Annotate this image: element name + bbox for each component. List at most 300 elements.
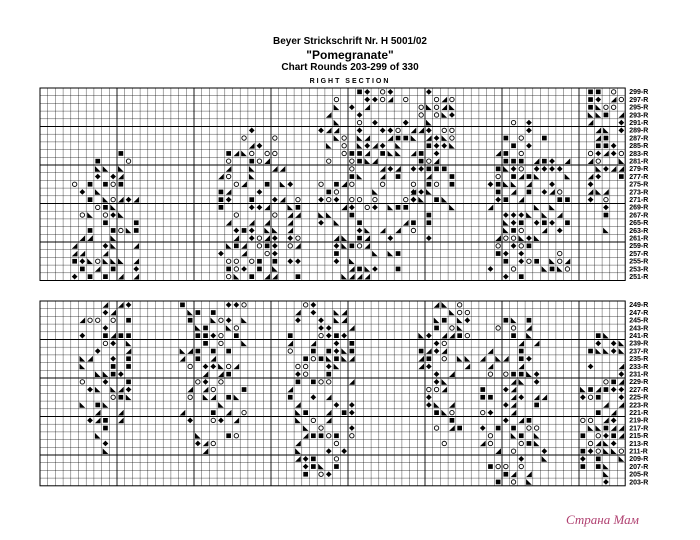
stitch-symbol [326, 394, 332, 400]
stitch-symbol [118, 410, 124, 416]
stitch-symbol [603, 471, 609, 477]
lower-row-label: 245-R [629, 317, 649, 325]
stitch-symbol [603, 418, 609, 424]
stitch-symbol [226, 267, 231, 272]
stitch-symbol [87, 356, 93, 362]
stitch-symbol [249, 143, 255, 149]
stitch-symbol [118, 302, 124, 308]
stitch-symbol [72, 182, 76, 186]
stitch-symbol [596, 90, 601, 95]
stitch-symbol [411, 135, 417, 141]
stitch-symbol [180, 348, 186, 354]
stitch-symbol [226, 220, 232, 226]
stitch-symbol [219, 318, 223, 322]
stitch-symbol [342, 136, 346, 140]
stitch-symbol [426, 174, 432, 180]
stitch-symbol [595, 174, 601, 180]
stitch-symbol [611, 448, 617, 454]
stitch-symbol [319, 182, 323, 186]
stitch-symbol [219, 380, 223, 384]
stitch-symbol [511, 449, 515, 453]
stitch-symbol [388, 166, 394, 172]
stitch-symbol [242, 387, 247, 392]
stitch-symbol [434, 135, 440, 141]
stitch-symbol [226, 410, 232, 416]
stitch-symbol [619, 120, 625, 126]
stitch-symbol [319, 433, 324, 438]
stitch-symbol [426, 104, 432, 110]
stitch-symbol [511, 410, 517, 416]
stitch-symbol [496, 426, 501, 431]
stitch-symbol [519, 274, 524, 279]
stitch-symbol [327, 434, 331, 438]
stitch-symbol [511, 267, 515, 271]
stitch-symbol [250, 259, 254, 263]
stitch-symbol [395, 228, 401, 234]
stitch-symbol [295, 243, 301, 249]
stitch-symbol [210, 356, 216, 362]
stitch-symbol [126, 318, 131, 323]
stitch-symbol [257, 159, 261, 163]
stitch-symbol [588, 387, 593, 392]
stitch-symbol [495, 151, 501, 157]
stitch-symbol [195, 325, 201, 331]
stitch-symbol [526, 143, 532, 149]
stitch-symbol [504, 197, 509, 202]
stitch-symbol [434, 158, 440, 164]
stitch-symbol [318, 220, 324, 226]
stitch-symbol [595, 348, 601, 354]
stitch-symbol [272, 166, 278, 172]
stitch-symbol [341, 310, 347, 316]
stitch-symbol [326, 325, 332, 331]
stitch-symbol [511, 159, 516, 164]
upper-row-label: 295-R [629, 104, 649, 112]
stitch-symbol [96, 318, 100, 322]
stitch-symbol [519, 220, 524, 225]
stitch-symbol [110, 205, 116, 211]
stitch-symbol [434, 410, 439, 415]
stitch-symbol [588, 425, 594, 431]
stitch-symbol [373, 197, 377, 201]
stitch-symbol [357, 267, 362, 272]
stitch-symbol [619, 166, 625, 172]
stitch-symbol [295, 310, 301, 316]
upper-row-label: 261-R [629, 235, 649, 243]
stitch-symbol [380, 143, 386, 149]
stitch-symbol [588, 105, 593, 110]
stitch-symbol [126, 394, 132, 400]
stitch-symbol [557, 197, 562, 202]
stitch-symbol [603, 189, 609, 195]
stitch-symbol [372, 205, 378, 211]
stitch-symbol [242, 303, 246, 307]
stitch-symbol [203, 333, 208, 338]
stitch-symbol [119, 333, 124, 338]
stitch-symbol [518, 235, 524, 241]
upper-row-label: 281-R [629, 158, 649, 166]
stitch-symbol [550, 267, 555, 272]
upper-row-label: 293-R [629, 112, 649, 120]
stitch-symbol [604, 426, 609, 431]
stitch-symbol [557, 212, 563, 218]
stitch-symbol [334, 457, 338, 461]
stitch-symbol [218, 364, 224, 370]
stitch-symbol [488, 410, 494, 416]
stitch-symbol [226, 325, 232, 331]
stitch-symbol [303, 364, 307, 368]
stitch-symbol [210, 394, 216, 400]
stitch-symbol [457, 333, 462, 338]
stitch-symbol [103, 379, 109, 385]
stitch-symbol [80, 267, 85, 272]
stitch-symbol [203, 371, 209, 377]
stitch-symbol [187, 387, 193, 393]
stitch-symbol [303, 303, 307, 307]
stitch-symbol [427, 143, 432, 148]
stitch-symbol [526, 471, 532, 477]
stitch-symbol [504, 464, 508, 468]
upper-row-label: 285-R [629, 143, 649, 151]
stitch-symbol [226, 433, 231, 438]
stitch-symbol [504, 136, 509, 141]
stitch-symbol [265, 151, 269, 155]
stitch-symbol [126, 159, 130, 163]
stitch-symbol [326, 471, 332, 477]
chart-grid-lower [40, 301, 625, 486]
stitch-symbol [334, 333, 339, 338]
stitch-symbol [611, 97, 617, 103]
stitch-symbol [441, 379, 447, 385]
stitch-symbol [103, 251, 109, 257]
stitch-symbol [450, 97, 454, 101]
stitch-symbol [327, 380, 331, 384]
upper-row-label: 273-R [629, 189, 649, 197]
stitch-symbol [511, 236, 515, 240]
stitch-symbol [542, 394, 548, 400]
stitch-symbol [519, 349, 524, 354]
stitch-symbol [272, 228, 278, 234]
stitch-symbol [388, 135, 394, 141]
stitch-symbol [496, 464, 500, 468]
upper-row-label: 269-R [629, 204, 649, 212]
stitch-symbol [196, 333, 201, 338]
stitch-symbol [588, 151, 592, 155]
stitch-symbol [234, 235, 240, 241]
stitch-symbol [372, 143, 378, 149]
stitch-symbol [296, 364, 300, 368]
stitch-symbol [596, 449, 600, 453]
stitch-symbol [111, 372, 116, 377]
stitch-symbol [604, 143, 609, 148]
stitch-symbol [95, 174, 101, 180]
stitch-symbol [534, 174, 540, 180]
stitch-symbol [241, 243, 247, 249]
stitch-symbol [350, 341, 355, 346]
stitch-symbol [350, 182, 354, 186]
stitch-symbol [126, 364, 131, 369]
stitch-symbol [211, 349, 216, 354]
stitch-symbol [103, 448, 109, 454]
stitch-symbol [257, 189, 263, 195]
stitch-symbol [88, 318, 92, 322]
stitch-symbol [595, 97, 601, 103]
stitch-symbol [334, 441, 338, 445]
stitch-symbol [619, 449, 623, 453]
stitch-symbol [287, 220, 293, 226]
stitch-symbol [558, 190, 562, 194]
stitch-symbol [319, 380, 323, 384]
stitch-symbol [534, 220, 540, 226]
stitch-symbol [519, 356, 524, 361]
stitch-symbol [110, 235, 116, 241]
stitch-symbol [372, 251, 378, 257]
stitch-symbol [110, 243, 116, 249]
stitch-symbol [526, 325, 532, 331]
stitch-symbol [581, 433, 586, 438]
stitch-symbol [388, 251, 394, 257]
stitch-symbol [372, 189, 378, 195]
stitch-symbol [103, 333, 108, 338]
stitch-symbol [372, 97, 378, 103]
stitch-symbol [441, 97, 447, 103]
stitch-symbol [588, 364, 594, 370]
stitch-symbol [488, 205, 494, 211]
stitch-symbol [488, 434, 492, 438]
stitch-symbol [103, 197, 109, 203]
stitch-symbol [565, 220, 570, 225]
stitch-symbol [226, 151, 231, 156]
stitch-symbol [542, 220, 547, 225]
stitch-symbol [403, 120, 409, 126]
stitch-symbol [234, 333, 239, 338]
stitch-symbol [211, 387, 215, 391]
stitch-symbol [319, 356, 324, 361]
stitch-symbol [511, 471, 517, 477]
stitch-symbol [526, 128, 532, 134]
stitch-symbol [357, 143, 363, 149]
stitch-symbol [527, 418, 532, 423]
stitch-symbol [380, 151, 385, 156]
stitch-symbol [280, 197, 286, 203]
stitch-symbol [203, 441, 209, 447]
stitch-symbol [364, 243, 370, 249]
stitch-symbol [388, 151, 394, 157]
stitch-symbol [427, 167, 432, 172]
stitch-symbol [303, 425, 309, 431]
stitch-symbol [272, 197, 278, 203]
stitch-symbol [404, 197, 408, 201]
stitch-symbol [72, 251, 78, 257]
stitch-symbol [334, 135, 340, 141]
stitch-symbol [311, 380, 316, 385]
stitch-symbol [249, 128, 255, 134]
stitch-symbol [619, 425, 625, 431]
lower-row-label: 235-R [629, 356, 649, 364]
stitch-symbol [426, 364, 432, 370]
stitch-symbol [357, 151, 362, 156]
lower-row-label: 211-R [629, 448, 648, 456]
stitch-symbol [303, 464, 309, 470]
stitch-symbol [103, 426, 108, 431]
stitch-symbol [495, 448, 501, 454]
stitch-symbol [558, 259, 562, 263]
stitch-symbol [87, 212, 93, 218]
upper-row-label: 291-R [629, 120, 649, 127]
stitch-symbol [80, 333, 86, 339]
stitch-symbol [272, 235, 278, 241]
lower-row-label: 233-R [629, 363, 649, 371]
stitch-symbol [496, 326, 500, 330]
stitch-symbol [364, 89, 370, 95]
stitch-symbol [441, 333, 447, 339]
stitch-symbol [441, 112, 447, 118]
stitch-symbol [96, 259, 100, 263]
stitch-symbol [295, 410, 301, 416]
stitch-symbol [288, 395, 293, 400]
stitch-symbol [126, 387, 132, 393]
watermark-logo: Страна Мам [566, 512, 639, 527]
stitch-symbol [349, 274, 355, 280]
upper-row-label: 271-R [629, 197, 649, 204]
stitch-symbol [242, 228, 247, 233]
stitch-symbol [72, 274, 78, 280]
stitch-symbol [133, 243, 139, 249]
stitch-symbol [588, 120, 594, 126]
stitch-symbol [287, 228, 293, 234]
stitch-symbol [403, 136, 408, 141]
stitch-symbol [434, 167, 439, 172]
stitch-symbol [588, 189, 594, 195]
stitch-symbol [396, 251, 401, 256]
stitch-symbol [419, 159, 424, 164]
stitch-symbol [218, 251, 224, 257]
stitch-symbol [504, 236, 508, 240]
stitch-symbol [565, 174, 571, 180]
stitch-symbol [527, 190, 532, 195]
stitch-symbol [526, 479, 532, 485]
stitch-symbol [542, 212, 548, 218]
stitch-symbol [234, 182, 238, 186]
stitch-symbol [257, 267, 262, 272]
stitch-symbol [334, 235, 340, 241]
stitch-symbol [480, 441, 486, 447]
stitch-symbol [496, 244, 500, 248]
stitch-symbol [234, 151, 240, 157]
stitch-symbol [226, 243, 232, 249]
stitch-symbol [427, 387, 431, 391]
stitch-symbol [619, 112, 625, 118]
stitch-symbol [488, 372, 492, 376]
stitch-symbol [218, 371, 224, 377]
upper-row-label: 265-R [629, 220, 649, 228]
stitch-symbol [203, 448, 209, 454]
stitch-symbol [388, 97, 394, 103]
stitch-symbol [234, 364, 240, 370]
stitch-symbol [364, 235, 370, 241]
stitch-symbol [588, 90, 593, 95]
stitch-symbol [272, 251, 278, 257]
stitch-symbol [511, 243, 517, 249]
stitch-symbol [619, 348, 625, 354]
stitch-symbol [527, 174, 532, 179]
stitch-symbol [349, 205, 355, 211]
stitch-symbol [296, 274, 301, 279]
stitch-symbol [611, 410, 617, 416]
stitch-symbol [588, 418, 592, 422]
stitch-symbol [596, 457, 601, 462]
stitch-symbol [295, 418, 301, 424]
stitch-symbol [542, 159, 547, 164]
stitch-symbol [303, 472, 308, 477]
stitch-symbol [434, 317, 440, 323]
stitch-symbol [411, 197, 417, 203]
stitch-symbol [295, 448, 301, 454]
stitch-symbol [342, 144, 346, 148]
stitch-symbol [503, 274, 509, 280]
stitch-symbol [226, 349, 231, 354]
stitch-symbol [611, 380, 616, 385]
stitch-symbol [303, 456, 309, 462]
stitch-symbol [341, 448, 347, 454]
stitch-symbol [226, 259, 230, 263]
stitch-symbol [619, 174, 624, 179]
stitch-symbol [449, 112, 455, 118]
stitch-symbol [503, 387, 509, 393]
stitch-symbol [295, 212, 301, 218]
stitch-symbol [103, 274, 108, 279]
stitch-symbol [518, 197, 524, 203]
stitch-symbol [588, 448, 594, 454]
stitch-symbol [295, 371, 301, 377]
stitch-symbol [110, 310, 116, 316]
stitch-symbol [534, 433, 540, 439]
stitch-symbol [503, 212, 509, 218]
stitch-symbol [187, 418, 193, 424]
stitch-symbol [534, 259, 539, 264]
stitch-symbol [257, 143, 263, 149]
stitch-symbol [126, 302, 132, 308]
stitch-symbol [249, 274, 254, 279]
stitch-symbol [341, 243, 347, 249]
stitch-symbol [87, 235, 93, 241]
stitch-symbol [318, 317, 324, 323]
stitch-symbol [604, 113, 609, 118]
stitch-symbol [488, 181, 494, 187]
stitch-symbol [526, 181, 532, 187]
stitch-symbol [488, 348, 494, 354]
stitch-symbol [511, 426, 516, 431]
stitch-symbol [611, 166, 617, 172]
stitch-symbol [95, 166, 101, 172]
stitch-symbol [95, 371, 101, 377]
stitch-symbol [241, 341, 247, 347]
stitch-symbol [341, 235, 347, 241]
stitch-symbol [511, 387, 517, 393]
stitch-symbol [95, 433, 101, 439]
stitch-symbol [357, 159, 362, 164]
stitch-symbol [110, 333, 116, 339]
stitch-symbol [449, 143, 455, 149]
stitch-symbol [226, 317, 232, 323]
stitch-symbol [419, 349, 424, 354]
stitch-symbol [295, 441, 301, 447]
stitch-symbol [595, 135, 601, 141]
stitch-symbol [334, 190, 338, 194]
stitch-symbol [334, 104, 340, 110]
stitch-symbol [219, 197, 224, 202]
stitch-symbol [287, 212, 293, 218]
